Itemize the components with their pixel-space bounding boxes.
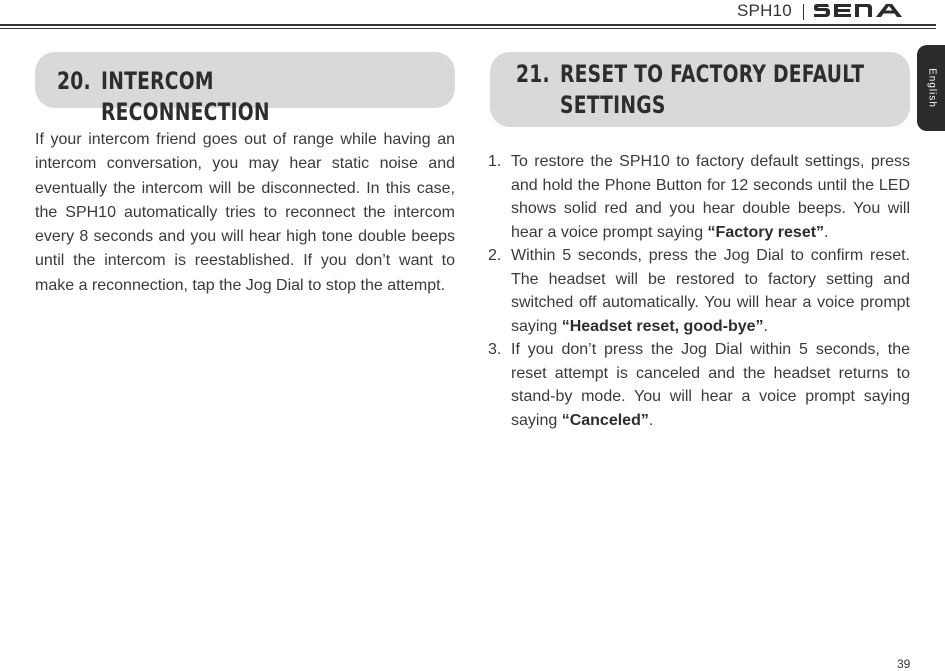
section-20-number: 20.	[57, 67, 91, 95]
sena-logo	[814, 1, 910, 19]
step-end: .	[648, 411, 654, 429]
section-20-body: If your intercom friend goes out of range while having an intercom conversation, you may hear static noise and eventually the intercom will be disconnected. In this case, the SPH10 automatically tries to reconnect the intercom every 8 seconds and you will hear high tone double beeps until the intercom is reestablished. If you don’t want to make a reconnection, tap the Jog Dial to stop the attempt.	[35, 131, 455, 294]
step-text: Within 5 seconds, press the Jog Dial to confirm reset. The headset will be restored to factory setting and switched off automatically. You will hear a voice prompt saying	[511, 247, 910, 335]
language-tab	[917, 45, 945, 131]
step-text: To restore the SPH10 to factory default settings, press and hold the Phone Button for 12 seconds until the LED shows solid red and you hear double beeps. You will hear a voice prompt saying	[511, 153, 910, 241]
step-number: 2.	[488, 247, 502, 264]
header-separator	[803, 4, 804, 20]
section-20-title: INTERCOM RECONNECTION	[101, 67, 270, 126]
section-21-title: RESET TO FACTORY DEFAULT SETTINGS	[560, 60, 865, 119]
voice-prompt: “Factory reset”	[707, 223, 825, 241]
section-20-heading	[35, 52, 455, 126]
page-number: 39	[897, 657, 911, 671]
section-21-heading	[490, 52, 910, 127]
header-rule-thin	[0, 28, 936, 29]
step-text: If you don’t press the Jog Dial within 5 seconds, the reset attempt is canceled and the headset returns to stand-by mode. You will hear a voice prompt saying saying	[511, 341, 910, 429]
voice-prompt: “Headset reset, good-bye”	[561, 317, 764, 335]
step-number: 3.	[488, 341, 502, 358]
step-end: .	[824, 223, 829, 241]
language-tab-label: English	[926, 68, 938, 108]
header-rule-thick	[0, 24, 936, 26]
section-21-steps	[488, 150, 910, 432]
step-number: 1.	[488, 153, 502, 170]
step-end: .	[763, 317, 768, 335]
voice-prompt: “Canceled”	[561, 411, 649, 429]
step-item	[488, 244, 910, 338]
section-21-number: 21.	[516, 60, 550, 88]
step-item	[488, 338, 910, 432]
header-model: SPH10	[737, 1, 792, 20]
step-item	[488, 150, 910, 244]
